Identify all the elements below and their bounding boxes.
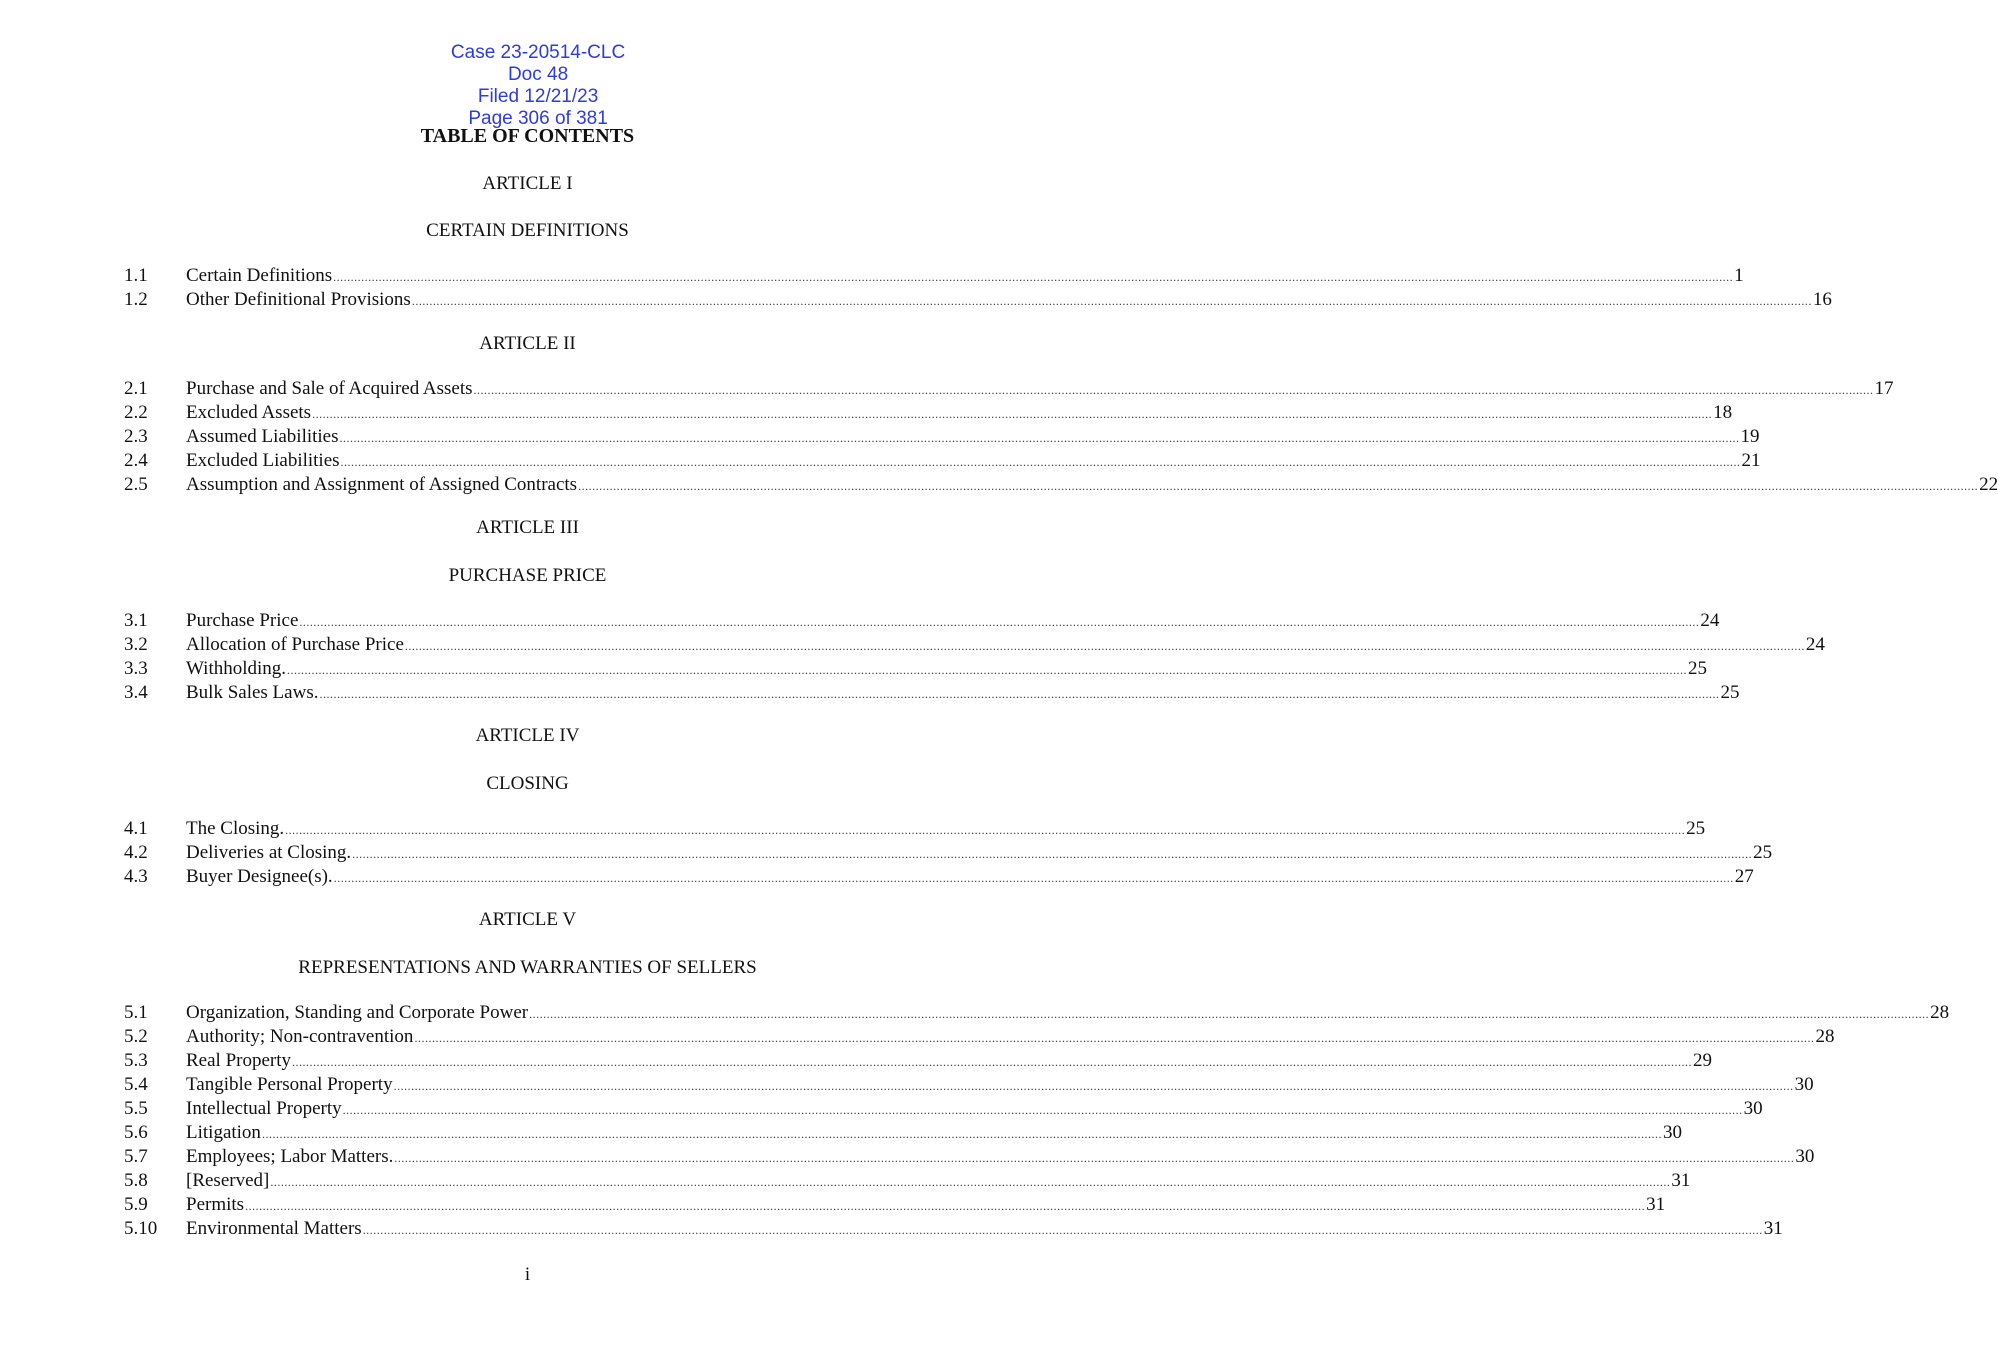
section-number: 1.2 bbox=[124, 289, 148, 310]
section-number: 5.2 bbox=[124, 1026, 148, 1047]
dot-leader: ................................................................................................................................................................................................................................................................................................................................................................................................................ bbox=[312, 407, 1713, 421]
section-number: 5.5 bbox=[124, 1098, 148, 1119]
toc-entry bbox=[124, 377, 1894, 401]
section-title: Deliveries at Closing. bbox=[186, 842, 352, 863]
section-title: Allocation of Purchase Price bbox=[186, 634, 404, 655]
section-page-number: 30 bbox=[1794, 1074, 1814, 1095]
section-page-number: 25 bbox=[1753, 842, 1773, 863]
toc-entry-body bbox=[186, 1025, 1835, 1050]
section-page-number: 19 bbox=[1740, 426, 1760, 447]
toc-entry bbox=[124, 401, 1733, 425]
toc-entry bbox=[124, 609, 1720, 633]
section-title: Real Property bbox=[186, 1050, 292, 1071]
section-page-number: 24 bbox=[1700, 610, 1720, 631]
section-title: Organization, Standing and Corporate Power bbox=[186, 1002, 529, 1023]
section-number: 5.3 bbox=[124, 1050, 148, 1071]
section-page-number: 1 bbox=[1734, 265, 1744, 286]
section-title: Litigation bbox=[186, 1122, 261, 1143]
section-title: The Closing. bbox=[186, 818, 285, 839]
dot-leader: ................................................................................................................................................................................................................................................................................................................................................................................................................ bbox=[270, 1175, 1671, 1189]
toc-entry bbox=[124, 473, 1998, 497]
section-page-number: 30 bbox=[1743, 1098, 1763, 1119]
dot-leader: ................................................................................................................................................................................................................................................................................................................................................................................................................ bbox=[404, 639, 1805, 653]
section-title: Bulk Sales Laws. bbox=[186, 682, 319, 703]
toc-entry-body bbox=[186, 1145, 1815, 1170]
toc-entry-body bbox=[186, 1073, 1814, 1098]
section-number: 2.4 bbox=[124, 450, 148, 471]
section-title: Withholding. bbox=[186, 658, 287, 679]
section-title: Assumption and Assignment of Assigned Contracts bbox=[186, 474, 578, 495]
section-page-number: 25 bbox=[1688, 658, 1708, 679]
dot-leader: ................................................................................................................................................................................................................................................................................................................................................................................................................ bbox=[394, 1151, 1795, 1165]
dot-leader: ................................................................................................................................................................................................................................................................................................................................................................................................................ bbox=[393, 1079, 1794, 1093]
section-title: Excluded Liabilities bbox=[186, 450, 340, 471]
section-page-number: 31 bbox=[1671, 1170, 1691, 1191]
article-5-subtitle: REPRESENTATIONS AND WARRANTIES OF SELLERS bbox=[298, 957, 757, 978]
dot-leader: ................................................................................................................................................................................................................................................................................................................................................................................................................ bbox=[352, 847, 1753, 861]
dot-leader: ................................................................................................................................................................................................................................................................................................................................................................................................................ bbox=[362, 1223, 1763, 1237]
dot-leader: ................................................................................................................................................................................................................................................................................................................................................................................................................ bbox=[414, 1031, 1815, 1045]
toc-entry-body bbox=[186, 425, 1760, 450]
section-number: 2.5 bbox=[124, 474, 148, 495]
dot-leader: ................................................................................................................................................................................................................................................................................................................................................................................................................ bbox=[411, 294, 1812, 308]
toc-entry-body bbox=[186, 1049, 1713, 1074]
dot-leader: ................................................................................................................................................................................................................................................................................................................................................................................................................ bbox=[529, 1007, 1930, 1021]
section-title: Purchase Price bbox=[186, 610, 299, 631]
dot-leader: ................................................................................................................................................................................................................................................................................................................................................................................................................ bbox=[299, 615, 1700, 629]
section-number: 5.6 bbox=[124, 1122, 148, 1143]
toc-entry-body bbox=[186, 288, 1832, 313]
toc-entry-body bbox=[186, 865, 1754, 890]
toc-entry-body bbox=[186, 1193, 1666, 1218]
section-page-number: 17 bbox=[1874, 378, 1894, 399]
section-title: [Reserved] bbox=[186, 1170, 270, 1191]
toc-entry bbox=[124, 1073, 1814, 1097]
section-number: 2.3 bbox=[124, 426, 148, 447]
toc-entry bbox=[124, 657, 1708, 681]
toc-title: TABLE OF CONTENTS bbox=[420, 125, 635, 147]
section-title: Permits bbox=[186, 1194, 245, 1215]
section-number: 5.1 bbox=[124, 1002, 148, 1023]
toc-entry bbox=[124, 1049, 1713, 1073]
article-3-subtitle: PURCHASE PRICE bbox=[448, 565, 607, 586]
section-number: 1.1 bbox=[124, 265, 148, 286]
section-page-number: 28 bbox=[1815, 1026, 1835, 1047]
toc-entry-body bbox=[186, 633, 1825, 658]
toc-entry-body bbox=[186, 1217, 1783, 1242]
toc-entry-body bbox=[186, 1121, 1682, 1146]
section-page-number: 29 bbox=[1693, 1050, 1713, 1071]
dot-leader: ................................................................................................................................................................................................................................................................................................................................................................................................................ bbox=[340, 455, 1741, 469]
toc-entry bbox=[124, 1097, 1763, 1121]
toc-entry-body bbox=[186, 609, 1720, 634]
toc-entry-body bbox=[186, 264, 1744, 289]
section-page-number: 24 bbox=[1805, 634, 1825, 655]
page-footer-number: i bbox=[524, 1264, 531, 1285]
toc-entry bbox=[124, 264, 1744, 288]
article-2-heading: ARTICLE II bbox=[479, 333, 576, 354]
section-title: Assumed Liabilities bbox=[186, 426, 339, 447]
toc-entry-body bbox=[186, 1001, 1950, 1026]
section-title: Purchase and Sale of Acquired Assets bbox=[186, 378, 473, 399]
section-number: 2.1 bbox=[124, 378, 148, 399]
toc-entry-body bbox=[186, 473, 1998, 498]
section-number: 3.3 bbox=[124, 658, 148, 679]
dot-leader: ................................................................................................................................................................................................................................................................................................................................................................................................................ bbox=[285, 823, 1686, 837]
toc-entry bbox=[124, 841, 1773, 865]
toc-entry bbox=[124, 633, 1825, 657]
case-number: Case 23-20514-CLC bbox=[450, 42, 626, 63]
article-4-subtitle: CLOSING bbox=[486, 773, 569, 794]
dot-leader: ................................................................................................................................................................................................................................................................................................................................................................................................................ bbox=[292, 1055, 1693, 1069]
section-page-number: 22 bbox=[1979, 474, 1998, 495]
section-page-number: 30 bbox=[1662, 1122, 1682, 1143]
toc-entry bbox=[124, 681, 1740, 705]
toc-entry-body bbox=[186, 681, 1740, 706]
section-title: Employees; Labor Matters. bbox=[186, 1146, 394, 1167]
toc-entry bbox=[124, 1025, 1835, 1049]
section-number: 5.8 bbox=[124, 1170, 148, 1191]
dot-leader: ................................................................................................................................................................................................................................................................................................................................................................................................................ bbox=[473, 383, 1874, 397]
toc-entry bbox=[124, 1193, 1666, 1217]
section-title: Excluded Assets bbox=[186, 402, 312, 423]
dot-leader: ................................................................................................................................................................................................................................................................................................................................................................................................................ bbox=[287, 663, 1688, 677]
section-title: Other Definitional Provisions bbox=[186, 289, 411, 310]
section-page-number: 28 bbox=[1930, 1002, 1950, 1023]
section-number: 3.4 bbox=[124, 682, 148, 703]
section-page-number: 27 bbox=[1734, 866, 1754, 887]
dot-leader: ................................................................................................................................................................................................................................................................................................................................................................................................................ bbox=[578, 479, 1979, 493]
section-title: Authority; Non-contravention bbox=[186, 1026, 414, 1047]
section-title: Buyer Designee(s). bbox=[186, 866, 333, 887]
toc-entry bbox=[124, 288, 1832, 312]
section-page-number: 25 bbox=[1686, 818, 1706, 839]
article-5-heading: ARTICLE V bbox=[478, 909, 577, 930]
dot-leader: ................................................................................................................................................................................................................................................................................................................................................................................................................ bbox=[261, 1127, 1662, 1141]
article-3-heading: ARTICLE III bbox=[476, 517, 579, 538]
toc-entry-body bbox=[186, 449, 1761, 474]
section-page-number: 30 bbox=[1795, 1146, 1815, 1167]
section-title: Tangible Personal Property bbox=[186, 1074, 393, 1095]
toc-entry bbox=[124, 1145, 1815, 1169]
dot-leader: ................................................................................................................................................................................................................................................................................................................................................................................................................ bbox=[333, 270, 1734, 284]
toc-entry-body bbox=[186, 841, 1773, 866]
section-number: 4.2 bbox=[124, 842, 148, 863]
section-page-number: 21 bbox=[1741, 450, 1761, 471]
toc-entry-body bbox=[186, 1169, 1691, 1194]
section-title: Environmental Matters bbox=[186, 1218, 362, 1239]
section-number: 3.2 bbox=[124, 634, 148, 655]
section-number: 5.4 bbox=[124, 1074, 148, 1095]
article-1-subtitle: CERTAIN DEFINITIONS bbox=[426, 220, 629, 241]
section-page-number: 25 bbox=[1720, 682, 1740, 703]
page-indicator: Page 306 of 381 bbox=[468, 108, 608, 129]
section-page-number: 18 bbox=[1713, 402, 1733, 423]
section-number: 4.3 bbox=[124, 866, 148, 887]
article-1-heading: ARTICLE I bbox=[482, 173, 573, 194]
toc-entry-body bbox=[186, 1097, 1763, 1122]
filed-date: Filed 12/21/23 bbox=[477, 86, 599, 107]
toc-entry bbox=[124, 817, 1706, 841]
toc-entry-body bbox=[186, 401, 1733, 426]
article-4-heading: ARTICLE IV bbox=[475, 725, 580, 746]
toc-entry-body bbox=[186, 817, 1706, 842]
toc-entry bbox=[124, 865, 1754, 889]
section-page-number: 31 bbox=[1763, 1218, 1783, 1239]
toc-entry-body bbox=[186, 657, 1708, 682]
toc-entry bbox=[124, 1217, 1783, 1241]
dot-leader: ................................................................................................................................................................................................................................................................................................................................................................................................................ bbox=[333, 871, 1734, 885]
toc-entry bbox=[124, 449, 1761, 473]
dot-leader: ................................................................................................................................................................................................................................................................................................................................................................................................................ bbox=[245, 1199, 1646, 1213]
section-number: 4.1 bbox=[124, 818, 148, 839]
toc-entry bbox=[124, 1169, 1691, 1193]
section-number: 5.10 bbox=[124, 1218, 158, 1239]
toc-entry bbox=[124, 1121, 1682, 1145]
section-page-number: 16 bbox=[1812, 289, 1832, 310]
toc-entry bbox=[124, 1001, 1950, 1025]
section-number: 3.1 bbox=[124, 610, 148, 631]
section-number: 2.2 bbox=[124, 402, 148, 423]
section-number: 5.7 bbox=[124, 1146, 148, 1167]
section-number: 5.9 bbox=[124, 1194, 148, 1215]
doc-number: Doc 48 bbox=[507, 64, 569, 85]
section-title: Certain Definitions bbox=[186, 265, 333, 286]
dot-leader: ................................................................................................................................................................................................................................................................................................................................................................................................................ bbox=[342, 1103, 1743, 1117]
section-page-number: 31 bbox=[1646, 1194, 1666, 1215]
dot-leader: ................................................................................................................................................................................................................................................................................................................................................................................................................ bbox=[339, 431, 1740, 445]
toc-entry-body bbox=[186, 377, 1894, 402]
section-title: Intellectual Property bbox=[186, 1098, 342, 1119]
dot-leader: ................................................................................................................................................................................................................................................................................................................................................................................................................ bbox=[319, 687, 1720, 701]
toc-entry bbox=[124, 425, 1760, 449]
